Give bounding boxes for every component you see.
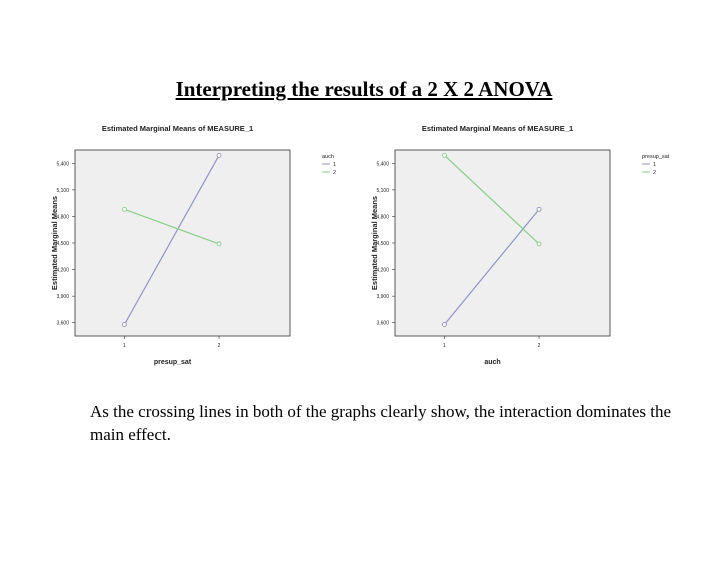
y-tick-label: 5,100 <box>376 187 389 194</box>
y-tick-label: 4,500 <box>56 241 69 247</box>
series-point-2 <box>122 207 126 211</box>
series-point-1 <box>217 153 221 157</box>
x-tick-label: 2 <box>537 343 541 349</box>
plot-area <box>395 150 610 336</box>
y-tick-label: 3,900 <box>376 294 389 301</box>
y-tick-label: 3,600 <box>56 320 69 327</box>
y-tick-label: 4,800 <box>56 214 69 221</box>
series-point-2 <box>217 242 221 246</box>
series-point-2 <box>442 153 446 157</box>
y-tick-label: 4,200 <box>56 267 69 274</box>
y-tick-label: 3,600 <box>376 320 389 327</box>
legend-label: 1 <box>333 162 337 168</box>
series-point-1 <box>537 207 541 211</box>
y-axis-label: Estimated Marginal Means <box>370 195 379 291</box>
x-tick-label: 2 <box>217 343 221 349</box>
x-tick-label: 1 <box>443 343 446 349</box>
y-tick-label: 5,100 <box>56 187 69 194</box>
x-axis-label: presup_sat <box>153 359 192 366</box>
chart-title: Estimated Marginal Means of MEASURE_1 <box>101 124 254 133</box>
y-tick-label: 4,200 <box>376 267 389 274</box>
chart-svg <box>45 118 365 373</box>
chart-title: Estimated Marginal Means of MEASURE_1 <box>421 124 574 133</box>
page-title: Interpreting the results of a 2 X 2 ANOVA <box>175 77 553 101</box>
series-point-1 <box>122 322 126 326</box>
y-tick-label: 5,400 <box>56 161 69 168</box>
legend-label: 1 <box>653 162 657 168</box>
legend-title: auch <box>322 154 334 160</box>
chart-presup-sat <box>45 118 365 373</box>
x-tick-label: 1 <box>123 343 126 349</box>
chart-auch <box>365 118 685 373</box>
y-axis-label: Estimated Marginal Means <box>50 195 59 291</box>
y-tick-label: 3,900 <box>56 294 69 301</box>
chart-svg <box>365 118 685 373</box>
series-point-1 <box>442 322 446 326</box>
y-tick-label: 4,500 <box>376 241 389 247</box>
legend-title: presup_sat <box>642 154 670 160</box>
body-text: As the crossing lines in both of the graphs clearly show, the interaction dominates the main effect. <box>90 402 672 444</box>
legend-label: 2 <box>653 170 657 176</box>
legend-label: 2 <box>333 170 337 176</box>
y-tick-label: 4,800 <box>376 214 389 221</box>
x-axis-label: auch <box>484 359 501 366</box>
plot-area <box>75 150 290 336</box>
series-point-2 <box>537 242 541 246</box>
y-tick-label: 5,400 <box>376 161 389 168</box>
